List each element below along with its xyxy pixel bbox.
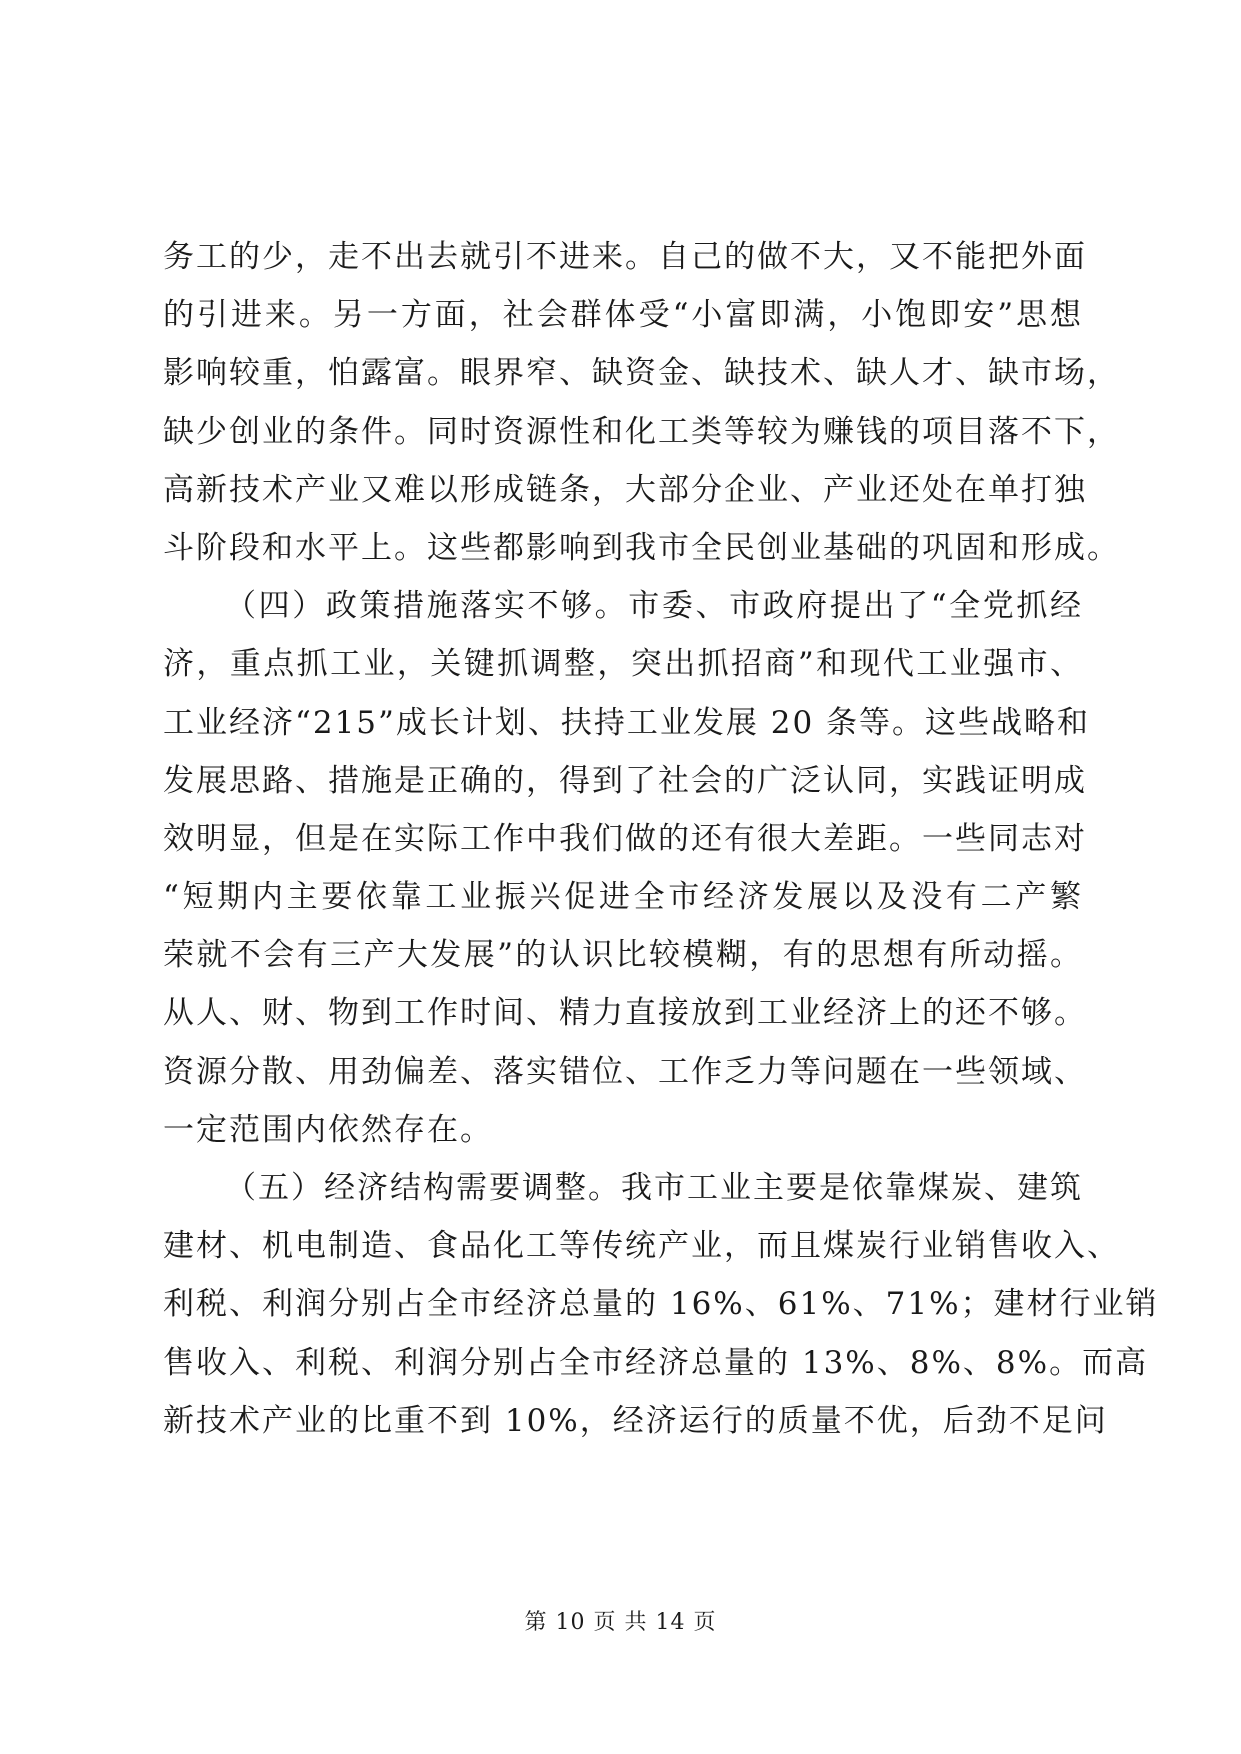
paragraph-line: 影响较重，怕露富。眼界窄、缺资金、缺技术、缺人才、缺市场，: [163, 355, 1120, 392]
paragraph-line: 利税、利润分别占全市经济总量的 16%、61%、71%；建材行业销: [163, 1286, 1159, 1323]
section-heading-line: （四）政策措施落实不够。市委、市政府提出了“全党抓经: [225, 588, 1083, 625]
paragraph-line: 的引进来。另一方面，社会群体受“小富即满，小饱即安”思想: [163, 297, 1083, 334]
paragraph-line: 新技术产业的比重不到 10%，经济运行的质量不优，后劲不足问: [163, 1402, 1108, 1439]
paragraph-line: 荣就不会有三产大发展”的认识比较模糊，有的思想有所动摇。: [163, 937, 1083, 974]
paragraph-line: 效明显，但是在实际工作中我们做的还有很大差距。一些同志对: [163, 820, 1087, 857]
paragraph-line: 资源分散、用劲偏差、落实错位、工作乏力等问题在一些领域、: [163, 1053, 1087, 1090]
section-heading-line: （五）经济结构需要调整。我市工业主要是依靠煤炭、建筑: [225, 1170, 1083, 1206]
paragraph-line: “短期内主要依靠工业振兴促进全市经济发展以及没有二产繁: [163, 879, 1083, 916]
paragraph-line: 从人、财、物到工作时间、精力直接放到工业经济上的还不够。: [163, 995, 1087, 1032]
paragraph-line: 济，重点抓工业，关键抓调整，突出抓招商”和现代工业强市、: [163, 646, 1083, 683]
paragraph-line: 发展思路、措施是正确的，得到了社会的广泛认同，实践证明成: [163, 762, 1087, 799]
paragraph-line: 售收入、利税、利润分别占全市经济总量的 13%、8%、8%。而高: [163, 1344, 1149, 1381]
paragraph-line: 建材、机电制造、食品化工等传统产业，而且煤炭行业销售收入、: [163, 1228, 1120, 1265]
paragraph-line: 高新技术产业又难以形成链条，大部分企业、产业还处在单打独: [163, 471, 1087, 508]
paragraph-line: 工业经济“215”成长计划、扶持工业发展 20 条等。这些战略和: [163, 704, 1091, 741]
paragraph-line: 斗阶段和水平上。这些都影响到我市全民创业基础的巩固和形成。: [163, 529, 1120, 566]
paragraph-line: 一定范围内依然存在。: [163, 1111, 493, 1148]
paragraph-line: 缺少创业的条件。同时资源性和化工类等较为赚钱的项目落不下，: [163, 413, 1120, 450]
paragraph-line: 务工的少，走不出去就引不进来。自己的做不大，又不能把外面: [163, 239, 1087, 275]
page-number-footer: 第 10 页 共 14 页: [524, 1610, 717, 1635]
document-body: [163, 228, 1159, 1450]
